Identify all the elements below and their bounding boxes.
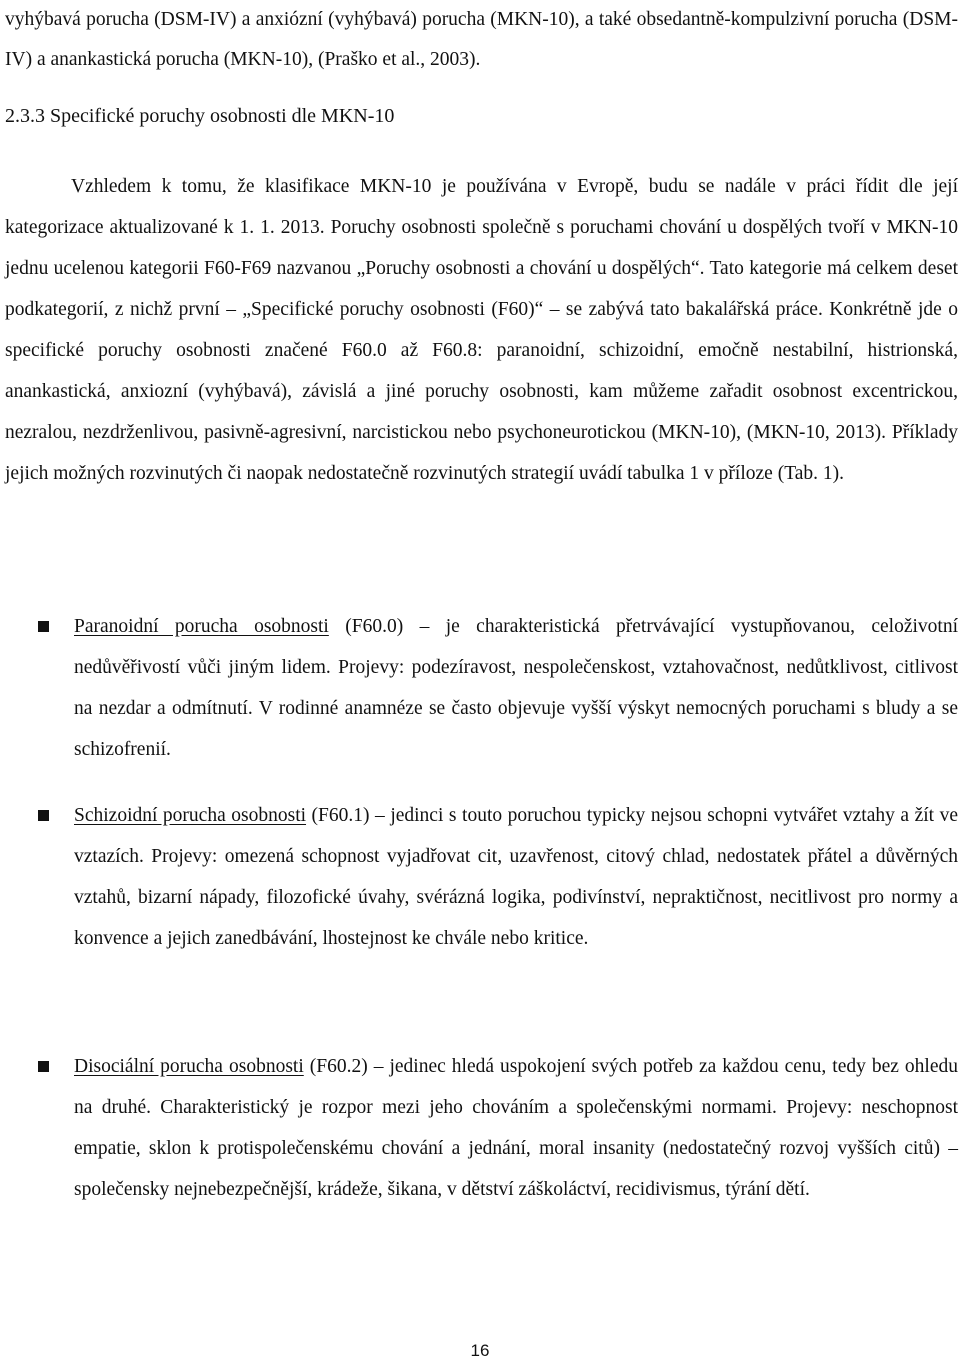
section-paragraph: Vzhledem k tomu, že klasifikace MKN-10 je používána v Evropě, budu se nadále v práci řídit dle její kategorizace aktualizované k 1. 1. 2013. Poruchy osobnosti společně s poruchami chování u dospělých tvoří v MKN-10 jednu ucelenou kategorii F60-F69 nazvanou „Poruchy osobnosti a chování u dospělých“. Tato kategorie má celkem deset podkategorií, z nichž první – „Specifické poruchy osobnosti (F60)“ – se zabývá tato bakalářská práce. Konkrétně jde o specifické poruchy osobnosti značené F60.0 až F60.8: paranoidní, schizoidní, emočně nestabilní, histrionská, anankastická, anxiozní (vyhýbavá), závislá a jiné poruchy osobnosti, kam můžeme zařadit osobnost excentrickou, nezralou, nezdrženlivou, pasivně-agresivní, narcistickou nebo psychoneurotickou (MKN-10), (MKN-10, 2013). Příklady jejich možných rozvinutých či naopak nedostatečně rozvinutých strategií uvádí tabulka 1 v příloze (Tab. 1). [5,176,958,484]
list-item [38,795,958,959]
list-item [38,606,958,770]
square-bullet-icon [38,810,49,821]
section-heading: 2.3.3 Specifické poruchy osobnosti dle MKN-10 [5,105,395,127]
list-item-text [74,1046,958,1210]
list-item-term: Paranoidní porucha osobnosti [74,616,329,637]
intro-paragraph: vyhýbavá porucha (DSM-IV) a anxiózní (vyhýbavá) porucha (MKN-10), a také obsedantně-kompulzivní porucha (DSM-IV) a anankastická porucha (MKN-10), (Praško et al., 2003). [5,9,958,70]
square-bullet-icon [38,621,49,632]
list-item-text [74,606,958,770]
list-item-description: (F60.0) – je charakteristická přetrvávající vystupňovanou, celoživotní nedůvěřivostí vůči jiným lidem. Projevy: podezíravost, nespolečenskost, vztahovačnost, nedůtklivost, citlivost na nezdar a odmítnutí. V rodinné anamnéze se často objevuje vyšší výskyt nemocných poruchami s bludy a se schizofrenií. [74,616,958,760]
list-item [38,1046,958,1210]
list-item-term: Disociální porucha osobnosti [74,1056,304,1077]
list-item-description: (F60.2) – jedinec hledá uspokojení svých potřeb za každou cenu, tedy bez ohledu na druhé. Charakteristický je rozpor mezi jeho chováním a společenskými normami. Projevy: neschopnost empatie, sklon k protispolečenskému chování a jednání, moral insanity (nedostatečný rozvoj vyšších citů) – společensky nejnebezpečnější, krádeže, šikana, v dětství záškoláctví, recidivismus, týrání dětí. [74,1056,959,1200]
page-number: 16 [470,1341,490,1360]
list-item-text [74,795,958,959]
list-item-description: (F60.1) – jedinci s touto poruchou typicky nejsou schopni vytvářet vztahy a žít ve vztazích. Projevy: omezená schopnost vyjadřovat cit, uzavřenost, citový chlad, nedostatek přátel a důvěrných vztahů, bizarní nápady, filozofické úvahy, svérázná logika, podivínství, nepraktičnost, necitlivost pro normy a konvence a jejich zanedbávání, lhostejnost ke chvále nebo kritice. [74,805,958,949]
square-bullet-icon [38,1061,49,1072]
list-item-term: Schizoidní porucha osobnosti [74,805,307,826]
